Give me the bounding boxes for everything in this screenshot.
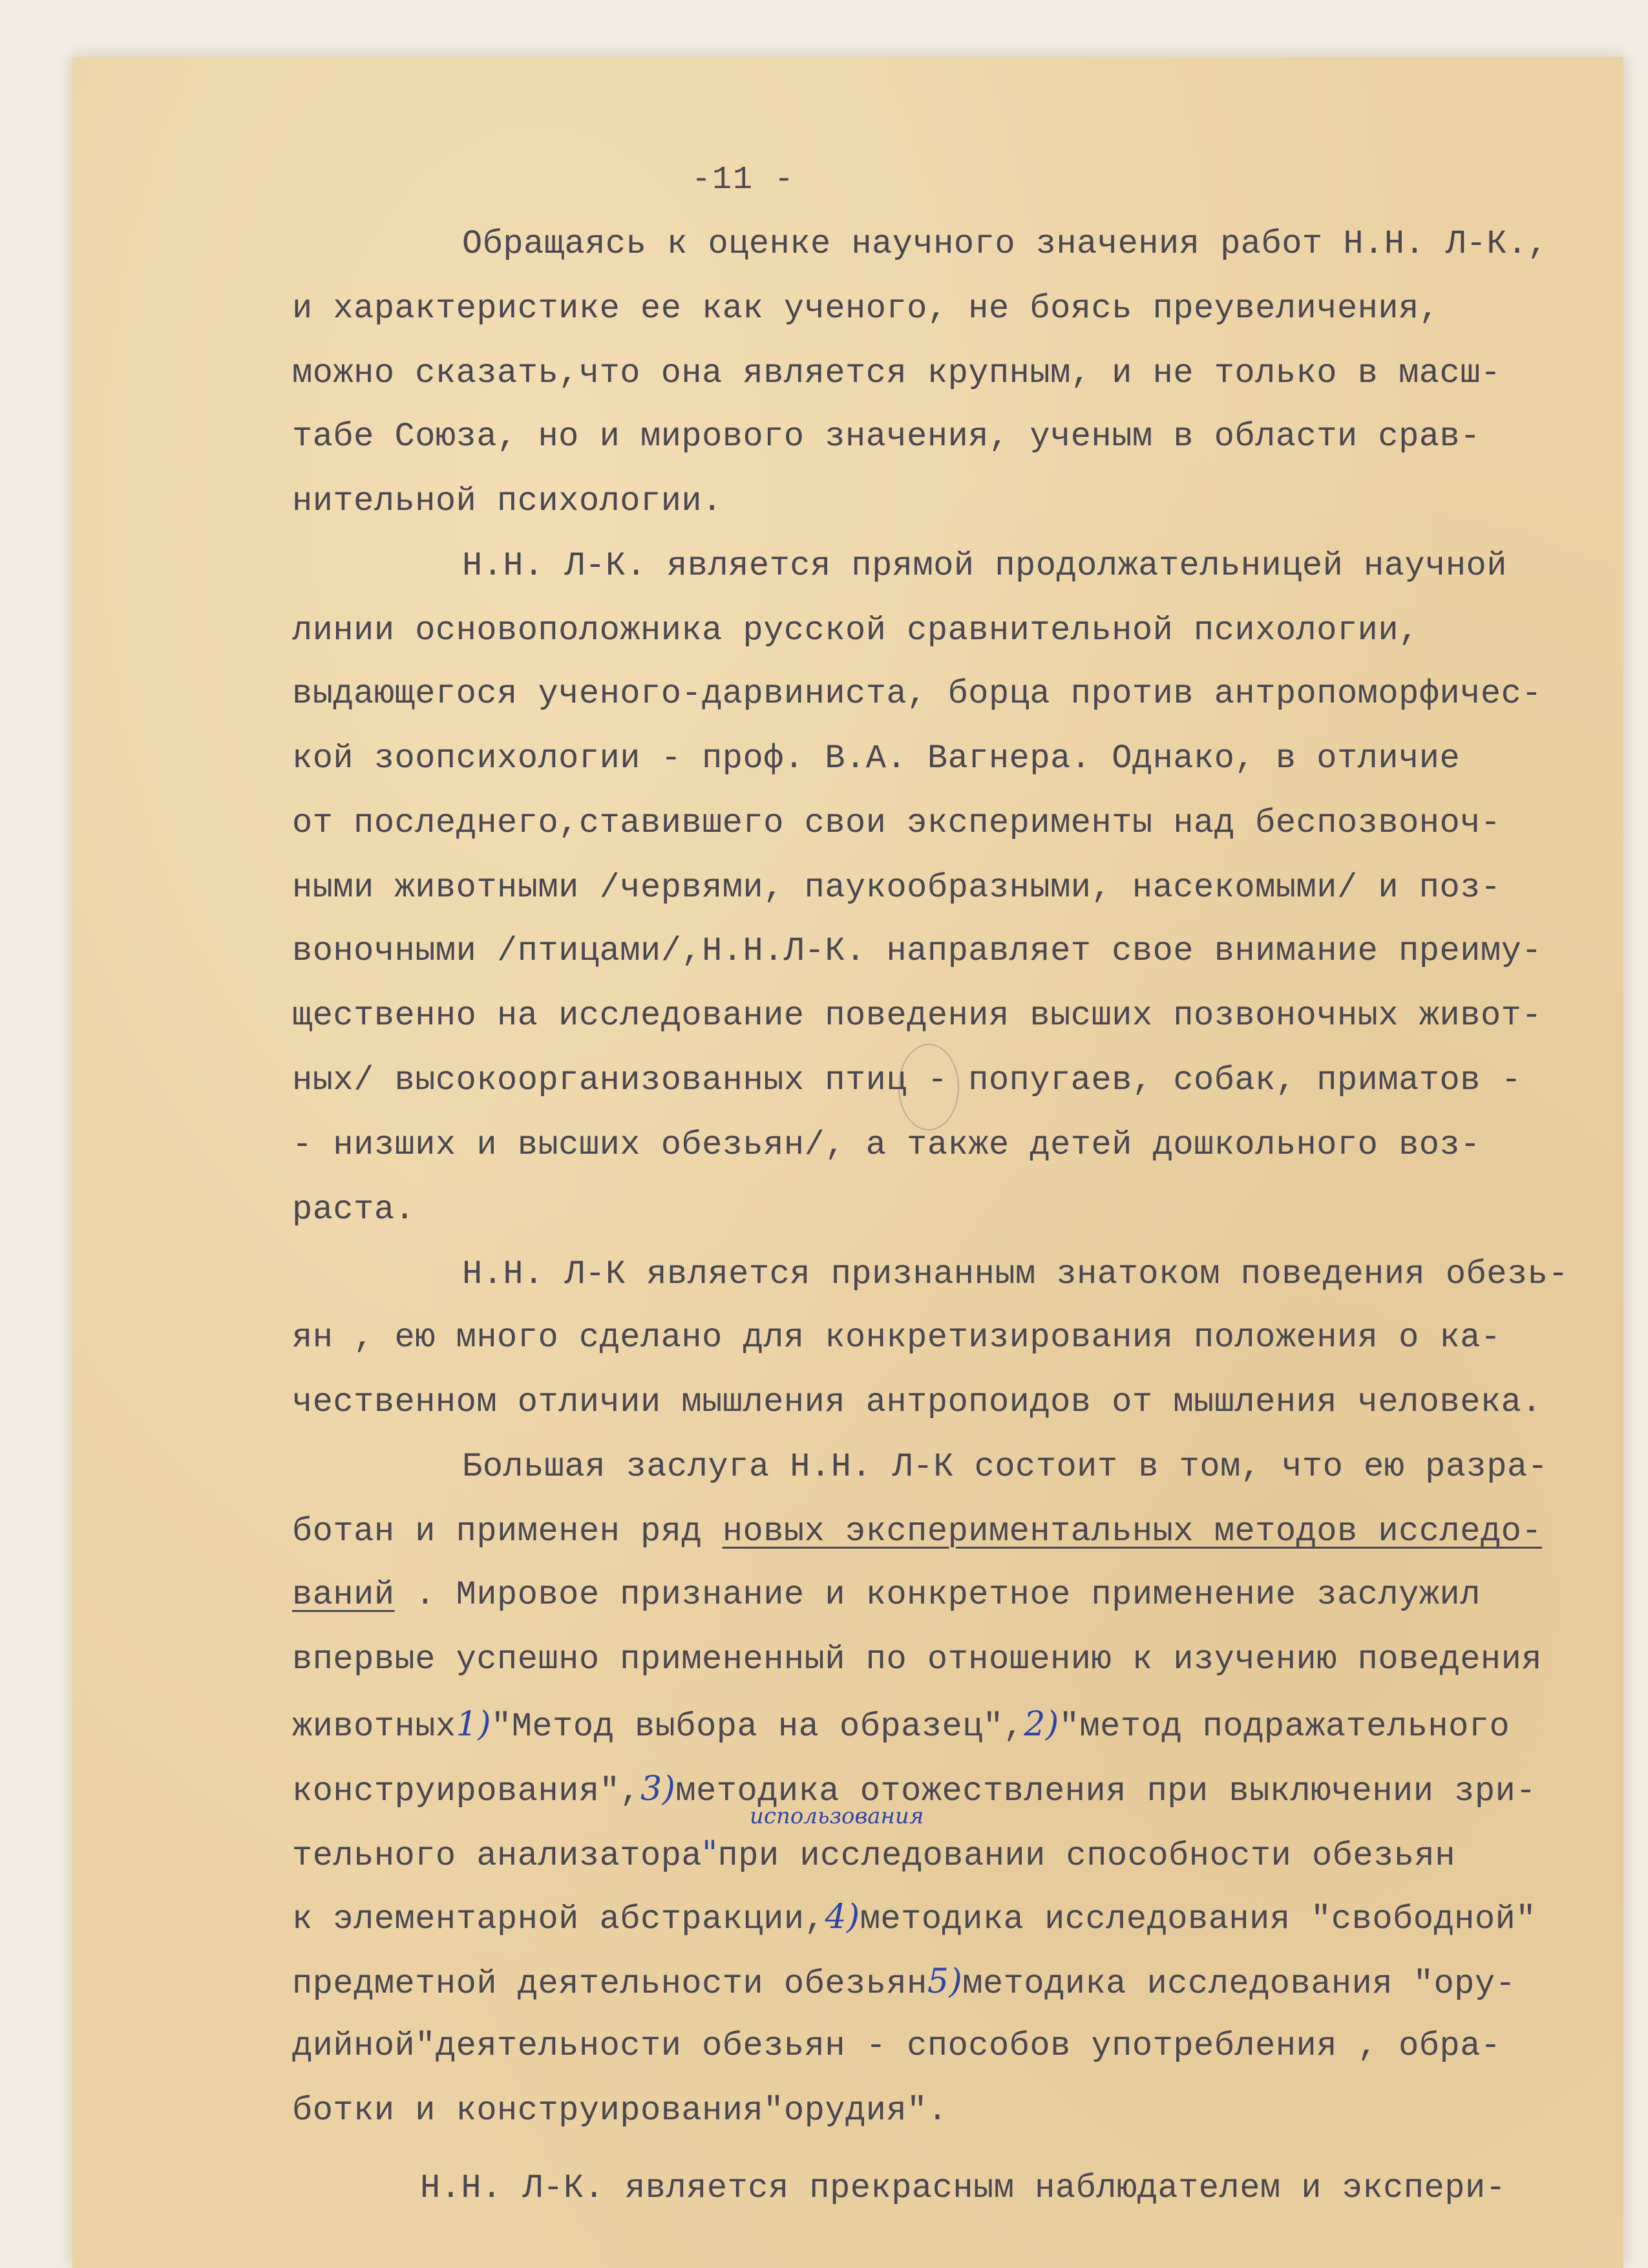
text-line: Н.Н. Л-К. является прекрасным наблюдателем и экспери- [420, 2169, 1506, 2207]
text-segment: при исследовании способности обезьян [717, 1837, 1455, 1875]
text-line: воночными /птицами/,Н.Н.Л-К. направляет свое внимание преиму- [292, 932, 1543, 970]
text-segment: животных [292, 1708, 456, 1746]
text-segment: методика отожествления при выключении зри- [675, 1772, 1536, 1810]
handwritten-insert: использования [750, 1803, 924, 1829]
text-line: чественном отличии мышления антропоидов от мышления человека. [292, 1383, 1543, 1421]
text-segment: методика исследования "ору- [962, 1965, 1516, 2003]
page-number: -11 - [692, 162, 796, 198]
text-line: ными животными /червями, паукообразными, насекомыми/ и поз- [292, 869, 1501, 907]
underlined-text: ваний [292, 1576, 395, 1614]
text-line [292, 1578, 1481, 1612]
text-line [292, 1512, 1543, 1551]
text-segment: "Метод выбора на образец", [491, 1708, 1024, 1746]
text-line: и характеристике ее как ученого, не боясь преувеличения, [292, 290, 1440, 328]
text-segment: тельного анализатора [292, 1837, 703, 1875]
text-line [292, 1962, 1516, 2003]
handwritten-mark: " [702, 1834, 718, 1873]
text-segment: . Мировое признание и конкретное применение заслужил [394, 1576, 1481, 1614]
text-line: линии основоположника русской сравнительной психологии, [292, 611, 1419, 650]
text-segment: предметной деятельности обезьян [292, 1965, 927, 2003]
text-line [292, 1900, 1536, 1936]
handwritten-number: 2) [1024, 1705, 1059, 1744]
text-line: ных/ высокоорганизованных птиц - попугаев, собак, приматов - [292, 1061, 1522, 1099]
text-line: Обращаясь к оценке научного значения работ Н.Н. Л-К., [462, 225, 1548, 263]
text-line: от последнего,ставившего свои эксперименты над беспозвоноч- [292, 804, 1501, 842]
text-line: впервые успешно примененный по отношению к изучению поведения [292, 1640, 1543, 1679]
text-line: дийной"деятельности обезьян - способов употребления , обра- [292, 2027, 1501, 2065]
text-segment: ботан и применен ряд [292, 1512, 723, 1551]
handwritten-number: 1) [456, 1705, 492, 1744]
text-line: ян , ею много сделано для конкретизирования положения о ка- [292, 1319, 1501, 1357]
text-line: Н.Н. Л-К является признанным знатоком поведения обезь- [462, 1255, 1569, 1293]
text-line: Большая заслуга Н.Н. Л-К состоит в том, что ею разра- [462, 1448, 1548, 1486]
handwritten-number: 4) [825, 1898, 860, 1936]
text-line [292, 1705, 1510, 1746]
underlined-text: новых экспериментальных методов исследо- [722, 1512, 1543, 1551]
text-line: щественно на исследование поведения высших позвоночных живот- [292, 997, 1543, 1035]
text-line: ботки и конструирования"орудия". [292, 2092, 948, 2130]
text-line: Н.Н. Л-К. является прямой продолжательницей научной [462, 547, 1507, 585]
text-segment: "метод подражательного [1059, 1708, 1510, 1746]
text-segment: к элементарной абстракции, [292, 1900, 825, 1938]
pencil-mark [898, 1044, 959, 1130]
text-line: выдающегося ученого-дарвиниста, борца против антропоморфичес- [292, 675, 1543, 713]
text-line: кой зоопсихологии - проф. В.А. Вагнера. Однако, в отличие [292, 739, 1461, 778]
text-line: раста. [292, 1191, 416, 1229]
text-line: - низших и высших обезьян/, а также детей дошкольного воз- [292, 1126, 1481, 1164]
text-segment: методика исследования "свободной" [860, 1900, 1536, 1938]
text-line: нительной психологии. [292, 482, 723, 520]
text-line [292, 1834, 1455, 1875]
handwritten-number: 5) [927, 1962, 963, 2001]
handwritten-number: 3) [640, 1770, 676, 1808]
text-line: можно сказать,что она является крупным, и не только в масш- [292, 354, 1501, 392]
text-line: табе Союза, но и мирового значения, ученым в области срав- [292, 418, 1481, 456]
text-segment: конструирования", [292, 1772, 640, 1810]
